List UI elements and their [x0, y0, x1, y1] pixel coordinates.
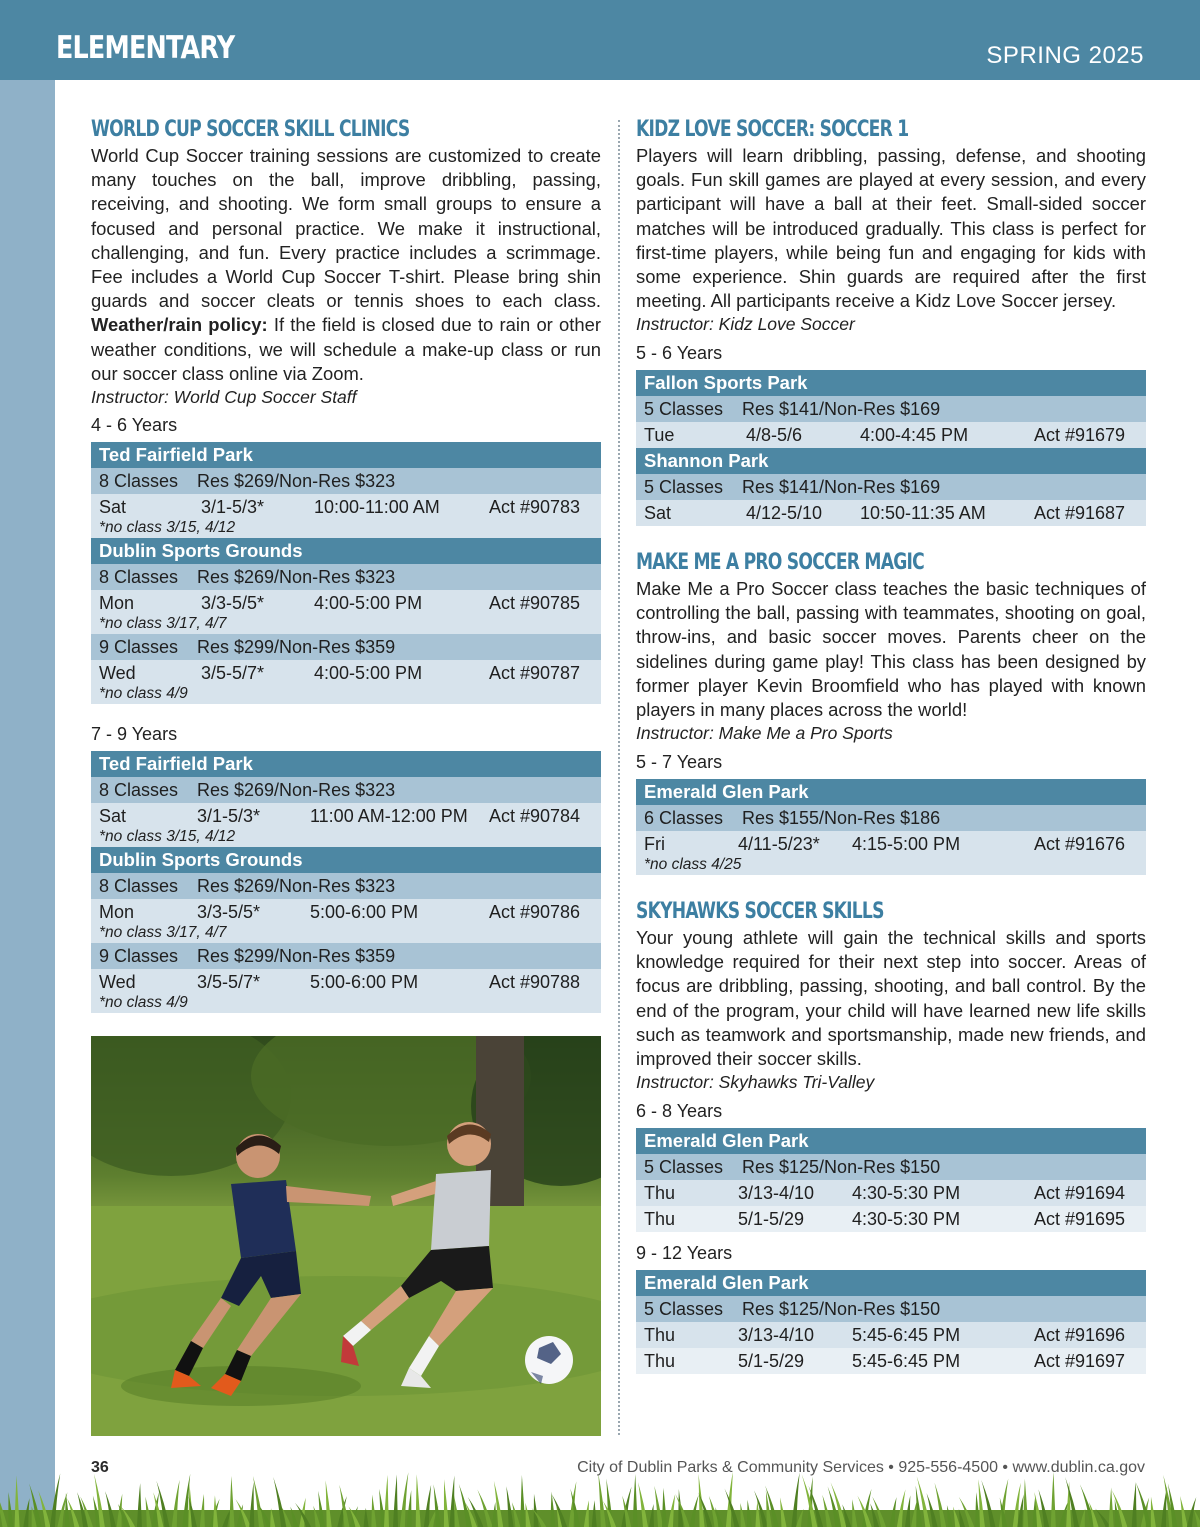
location-header: Ted Fairfield Park	[91, 442, 601, 468]
class-fee-row: 8 Classes Res $269/Non-Res $323	[91, 564, 601, 590]
skyhawks-table-9-12	[636, 1270, 1146, 1374]
session-row: Fri 4/11-5/23* 4:15-5:00 PM Act #91676 *no class 4/25	[636, 831, 1146, 875]
grass-blade	[1132, 1482, 1137, 1527]
photo-illustration	[91, 1036, 601, 1436]
class-fee-row: 5 Classes Res $125/Non-Res $150	[636, 1154, 1146, 1180]
grass-blade	[444, 1479, 449, 1527]
activity-number: Act #91695	[1034, 1209, 1126, 1229]
activity-number: Act #91696	[1034, 1325, 1126, 1345]
grass-blade	[450, 1475, 455, 1527]
kidz-love-soccer-description: Players will learn dribbling, passing, defense, and shooting goals. Fun skill games are played at every session, and every participant will have a ball at their feet. Small-sided soccer matches will be introduced gradually. This class is perfect for first-time players, while being fun and engaging for kids with some experience. Shin guards are required after the first meeting. All participants receive a Kidz Love Soccer jersey.	[636, 145, 1146, 312]
season-label: SPRING 2025	[986, 42, 1144, 69]
age-group-9-12: 9 - 12 Years	[636, 1243, 733, 1263]
grass-blade	[416, 1474, 421, 1527]
grass-blade	[1023, 1479, 1028, 1527]
grass-blade	[1051, 1472, 1056, 1527]
grass-decoration	[0, 1470, 1200, 1527]
session-row: Thu 5/1-5/29 5:45-6:45 PM Act #91697	[636, 1348, 1146, 1374]
session-row: Sat 4/12-5/10 10:50-11:35 AM Act #91687	[636, 500, 1146, 526]
activity-number: Act #90785	[489, 593, 581, 613]
session-row: Tue 4/8-5/6 4:00-4:45 PM Act #91679	[636, 422, 1146, 448]
class-fee-row: 9 Classes Res $299/Non-Res $359	[91, 634, 601, 660]
grass-blade	[229, 1476, 234, 1527]
age-group-7-9: 7 - 9 Years	[91, 724, 178, 744]
location-header: Fallon Sports Park	[636, 370, 1146, 396]
column-divider	[618, 120, 620, 1435]
world-cup-table-4-6	[91, 442, 601, 704]
grass-blade	[662, 1488, 667, 1527]
class-fee-row: 6 Classes Res $155/Non-Res $186	[636, 805, 1146, 831]
activity-number: Act #90786	[489, 902, 581, 922]
skyhawks-title: SKYHAWKS SOCCER SKILLS	[636, 899, 884, 924]
age-group-6-8: 6 - 8 Years	[636, 1101, 723, 1121]
location-header: Emerald Glen Park	[636, 1128, 1146, 1154]
section-title: ELEMENTARY	[56, 30, 235, 66]
class-fee-row: 8 Classes Res $269/Non-Res $323	[91, 777, 601, 803]
make-me-a-pro-description: Make Me a Pro Soccer class teaches the basic techniques of controlling the ball, passing with teammates, shooting on goal, throw-ins, and basic soccer moves. Parents cheer on the sidelines during game play! This class has been designed by former player Kevin Broomfield who has played with known players in many places across the world!	[636, 578, 1146, 721]
activity-number: Act #91687	[1034, 503, 1126, 523]
location-header: Emerald Glen Park	[636, 1270, 1146, 1296]
activity-number: Act #90784	[489, 806, 581, 826]
age-group-5-7: 5 - 7 Years	[636, 752, 723, 772]
footer-contact: City of Dublin Parks & Community Services • 925-556-4500 • www.dublin.ca.gov	[577, 1459, 1145, 1476]
rain-policy-label: Weather/rain policy:	[91, 314, 268, 336]
skyhawks-instructor: Instructor: Skyhawks Tri-Valley	[636, 1072, 875, 1092]
world-cup-description: World Cup Soccer training sessions are customized to create many touches on the ball, improve dribbling, passing, receiving, and shooting. We form small groups to ensure a focused and personal practice. We make it instructional, challenging, and fun. Every practice includes a scrimmage. Fee includes a World Cup Soccer T-shirt. Please bring shin guards and soccer cleats or tennis shoes to each class. Weather/rain policy: If the field is closed due to rain or other weather conditions, we will schedule a make-up class or run our soccer class online via Zoom.	[91, 145, 601, 384]
age-group-4-6: 4 - 6 Years	[91, 415, 178, 435]
make-me-a-pro-instructor: Instructor: Make Me a Pro Sports	[636, 723, 893, 743]
class-fee-row: 5 Classes Res $141/Non-Res $169	[636, 474, 1146, 500]
session-row: Thu 3/13-4/10 5:45-6:45 PM Act #91696	[636, 1322, 1146, 1348]
activity-number: Act #90787	[489, 663, 581, 683]
activity-number: Act #91697	[1034, 1351, 1126, 1371]
grass-blade	[1109, 1488, 1114, 1527]
location-header: Dublin Sports Grounds	[91, 847, 601, 873]
grass-blade	[137, 1483, 142, 1527]
session-row: Thu 5/1-5/29 4:30-5:30 PM Act #91695	[636, 1206, 1146, 1232]
class-fee-row: 5 Classes Res $125/Non-Res $150	[636, 1296, 1146, 1322]
no-class-note: *no class 4/25	[644, 856, 742, 873]
grass-blade	[633, 1474, 638, 1527]
grass-blade	[393, 1475, 398, 1527]
make-me-a-pro-table	[636, 779, 1146, 875]
class-fee-row: 8 Classes Res $269/Non-Res $323	[91, 468, 601, 494]
kidz-love-soccer-table	[636, 370, 1146, 526]
session-row: Mon 3/3-5/5* 4:00-5:00 PM Act #90785 *no class 3/17, 4/7	[91, 590, 601, 634]
world-cup-instructor: Instructor: World Cup Soccer Staff	[91, 387, 357, 407]
activity-number: Act #90783	[489, 497, 581, 517]
grass-blade	[8, 1492, 13, 1527]
page-number: 36	[91, 1459, 109, 1476]
no-class-note: *no class 4/9	[99, 994, 188, 1011]
session-row: Sat 3/1-5/3* 11:00 AM-12:00 PM Act #90784 *no class 3/15, 4/12	[91, 803, 601, 847]
grass-blade	[550, 1492, 555, 1527]
session-row: Mon 3/3-5/5* 5:00-6:00 PM Act #90786 *no class 3/17, 4/7	[91, 899, 601, 943]
no-class-note: *no class 3/15, 4/12	[99, 828, 236, 845]
grass-blade	[407, 1490, 412, 1527]
no-class-note: *no class 3/15, 4/12	[99, 519, 236, 536]
class-fee-row: 9 Classes Res $299/Non-Res $359	[91, 943, 601, 969]
skyhawks-description: Your young athlete will gain the technical skills and sports knowledge required for their next step into soccer. Areas of focus are dribbling, passing, shooting, and ball control. By the end of the program, your child will have learned new life skills such as teamwork and sportsmanship, made new friends, and improved their soccer skills.	[636, 927, 1146, 1070]
activity-number: Act #91676	[1034, 834, 1126, 854]
world-cup-title: WORLD CUP SOCCER SKILL CLINICS	[91, 117, 410, 142]
activity-number: Act #91694	[1034, 1183, 1126, 1203]
soccer-kids-photo	[91, 1036, 601, 1436]
class-fee-row: 5 Classes Res $141/Non-Res $169	[636, 396, 1146, 422]
activity-number: Act #90788	[489, 972, 581, 992]
side-stripe	[0, 80, 55, 1527]
kidz-love-soccer-title: KIDZ LOVE SOCCER: SOCCER 1	[636, 117, 909, 142]
grass-blade	[520, 1475, 525, 1527]
no-class-note: *no class 4/9	[99, 685, 188, 702]
no-class-note: *no class 3/17, 4/7	[99, 924, 227, 941]
session-row: Wed 3/5-5/7* 5:00-6:00 PM Act #90788 *no class 4/9	[91, 969, 601, 1013]
grass-blade	[15, 1476, 20, 1527]
header-bar	[0, 0, 1200, 80]
kidz-love-soccer-instructor: Instructor: Kidz Love Soccer	[636, 314, 855, 334]
location-header: Dublin Sports Grounds	[91, 538, 601, 564]
skyhawks-table-6-8	[636, 1128, 1146, 1232]
no-class-note: *no class 3/17, 4/7	[99, 615, 227, 632]
location-header: Ted Fairfield Park	[91, 751, 601, 777]
activity-number: Act #91679	[1034, 425, 1126, 445]
grass-blade	[249, 1482, 254, 1527]
session-row: Wed 3/5-5/7* 4:00-5:00 PM Act #90787 *no class 4/9	[91, 660, 601, 704]
class-fee-row: 8 Classes Res $269/Non-Res $323	[91, 873, 601, 899]
world-cup-table-7-9	[91, 751, 601, 1013]
location-header: Emerald Glen Park	[636, 779, 1146, 805]
grass-blade	[384, 1475, 389, 1527]
age-group-5-6: 5 - 6 Years	[636, 343, 723, 363]
session-row: Sat 3/1-5/3* 10:00-11:00 AM Act #90783 *no class 3/15, 4/12	[91, 494, 601, 538]
make-me-a-pro-title: MAKE ME A PRO SOCCER MAGIC	[636, 550, 924, 575]
location-header: Shannon Park	[636, 448, 1146, 474]
session-row: Thu 3/13-4/10 4:30-5:30 PM Act #91694	[636, 1180, 1146, 1206]
